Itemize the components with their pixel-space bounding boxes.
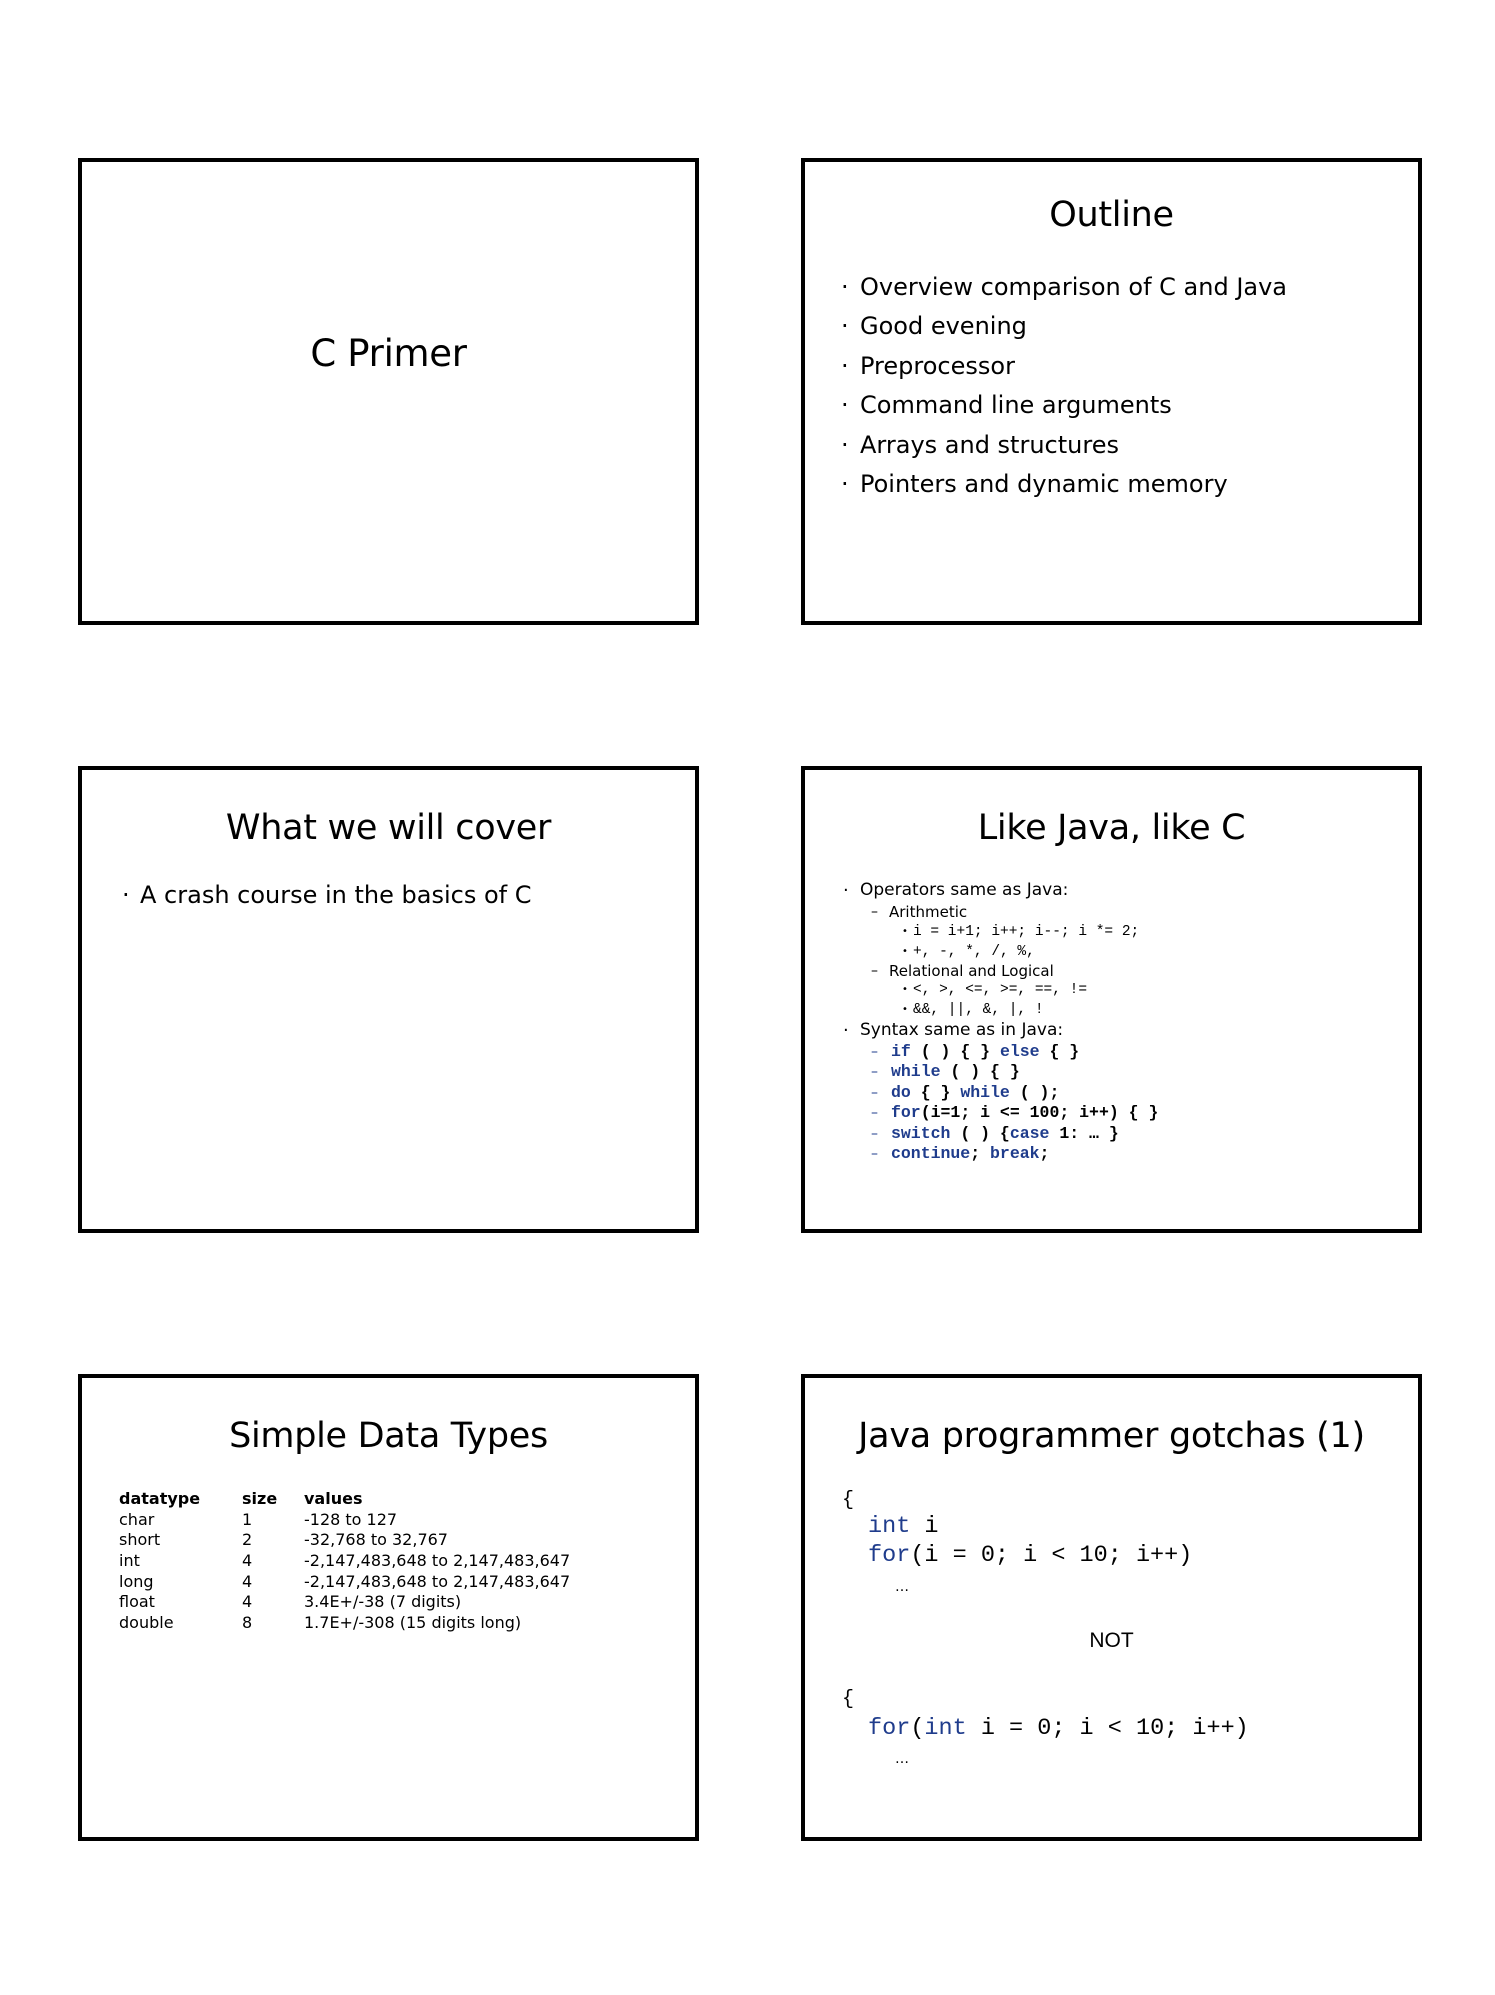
code-text: ; xyxy=(1039,1144,1050,1163)
code-keyword: if xyxy=(891,1042,911,1061)
arithmetic-code-2: +, -, *, /, %, xyxy=(913,944,1035,960)
bullet-icon: · xyxy=(843,1020,849,1041)
cell-values: -2,147,483,648 to 2,147,483,647 xyxy=(304,1571,571,1591)
syntax-line xyxy=(891,1103,1158,1123)
cell-datatype: float xyxy=(119,1592,155,1612)
bullet-icon: · xyxy=(841,431,849,459)
table-row xyxy=(119,1551,570,1572)
outline-item xyxy=(841,273,849,301)
code-keyword: continue xyxy=(891,1144,971,1163)
code-text: ( xyxy=(910,1715,925,1742)
slide-5-simple-data-types xyxy=(78,1374,699,1841)
keyword-int: int xyxy=(924,1715,967,1742)
code-text: ( ); xyxy=(1009,1083,1060,1102)
dash-icon: – xyxy=(871,1146,878,1162)
slide-title: What we will cover xyxy=(225,808,552,848)
code-text: (i = 0; i < 10; i++) xyxy=(910,1542,1193,1569)
bullet-icon: · xyxy=(841,312,849,340)
syntax-heading: Syntax same as in Java: xyxy=(860,1020,1064,1040)
relational-label: Relational and Logical xyxy=(889,962,1054,980)
slide-1-c-primer xyxy=(78,158,699,625)
slide-6-java-programmer-gotchas xyxy=(801,1374,1422,1841)
code-text: ; xyxy=(970,1144,991,1163)
data-types-table xyxy=(119,1489,570,1633)
cell-values: -32,768 to 32,767 xyxy=(304,1530,448,1550)
code-text: (i=1; i <= 100; i++) { } xyxy=(920,1103,1159,1122)
code-ellipsis: … xyxy=(895,1579,909,1595)
syntax-line xyxy=(891,1062,1020,1082)
bullet-icon: · xyxy=(843,880,849,901)
dash-icon: – xyxy=(871,1085,878,1101)
arithmetic-code-1: i = i+1; i++; i--; i *= 2; xyxy=(913,924,1140,940)
not-label: NOT xyxy=(1089,1629,1134,1652)
slide-title: Outline xyxy=(1049,195,1174,235)
cell-datatype: long xyxy=(119,1571,154,1591)
outline-item-text: Overview comparison of C and Java xyxy=(860,273,1288,301)
cell-size: 4 xyxy=(242,1551,253,1571)
dash-icon: – xyxy=(871,1126,878,1142)
column-header-size: size xyxy=(242,1489,278,1509)
code-text: i = 0; i < 10; i++) xyxy=(966,1715,1249,1742)
slide-2-outline xyxy=(801,158,1422,625)
code-keyword: break xyxy=(990,1144,1040,1163)
outline-item-text: Pointers and dynamic memory xyxy=(860,470,1228,498)
outline-item xyxy=(841,391,849,419)
code-keyword: else xyxy=(999,1042,1040,1061)
cell-values: 1.7E+/-308 (15 digits long) xyxy=(304,1612,522,1632)
small-bullet-icon: • xyxy=(902,926,908,937)
keyword-for: for xyxy=(868,1715,911,1742)
cell-size: 4 xyxy=(242,1592,253,1612)
cell-datatype: short xyxy=(119,1530,161,1550)
keyword-int: int xyxy=(868,1513,911,1540)
outline-item xyxy=(841,470,849,498)
cell-values: -128 to 127 xyxy=(304,1509,398,1529)
cell-datatype: char xyxy=(119,1509,155,1529)
code-keyword: while xyxy=(891,1062,941,1081)
slide-3-what-we-will-cover xyxy=(78,766,699,1233)
dash-icon: – xyxy=(871,904,878,920)
outline-item xyxy=(841,431,849,459)
small-bullet-icon: • xyxy=(902,984,908,995)
cell-size: 2 xyxy=(242,1530,253,1550)
dash-icon: – xyxy=(871,963,878,979)
code-open-brace: { xyxy=(842,1489,855,1512)
cell-values: -2,147,483,648 to 2,147,483,647 xyxy=(304,1551,571,1571)
code-keyword: case xyxy=(1009,1124,1050,1143)
syntax-line xyxy=(891,1144,1049,1164)
outline-item-text: Preprocessor xyxy=(860,352,1015,380)
cell-size: 1 xyxy=(242,1509,253,1529)
table-row xyxy=(119,1592,570,1613)
outline-item xyxy=(841,312,849,340)
operators-heading: Operators same as Java: xyxy=(860,880,1069,900)
code-text: ( ) { } xyxy=(940,1062,1020,1081)
small-bullet-icon: • xyxy=(902,946,908,957)
code-keyword: while xyxy=(960,1083,1010,1102)
cell-size: 4 xyxy=(242,1571,253,1591)
bullet-icon: · xyxy=(122,881,130,909)
keyword-for: for xyxy=(868,1542,911,1569)
cover-item-text: A crash course in the basics of C xyxy=(140,881,532,909)
bullet-icon: · xyxy=(841,273,849,301)
column-header-values: values xyxy=(304,1489,363,1509)
code-keyword: switch xyxy=(891,1124,951,1143)
slide-title: Like Java, like C xyxy=(977,808,1246,848)
code-text: i xyxy=(910,1513,939,1540)
code-text: ( ) { xyxy=(950,1124,1010,1143)
code-line-for-2 xyxy=(868,1715,1249,1743)
relational-code-1: <, >, <=, >=, ==, != xyxy=(913,982,1088,998)
table-header-row xyxy=(119,1489,570,1510)
code-open-brace: { xyxy=(842,1688,855,1711)
cell-size: 8 xyxy=(242,1612,253,1632)
outline-item-text: Command line arguments xyxy=(860,391,1172,419)
code-line-for-1 xyxy=(868,1542,1192,1570)
dash-icon: – xyxy=(871,1044,878,1060)
cell-datatype: double xyxy=(119,1612,174,1632)
cell-values: 3.4E+/-38 (7 digits) xyxy=(304,1592,462,1612)
slide-title: Java programmer gotchas (1) xyxy=(858,1416,1365,1456)
table-row xyxy=(119,1613,570,1634)
outline-item-text: Arrays and structures xyxy=(860,431,1119,459)
small-bullet-icon: • xyxy=(902,1004,908,1015)
code-text: { } xyxy=(910,1083,961,1102)
table-row xyxy=(119,1510,570,1531)
slide-4-like-java-like-c xyxy=(801,766,1422,1233)
dash-icon: – xyxy=(871,1064,878,1080)
bullet-icon: · xyxy=(841,470,849,498)
relational-code-2: &&, ||, &, |, ! xyxy=(913,1002,1044,1018)
syntax-line xyxy=(891,1042,1079,1062)
table-row xyxy=(119,1571,570,1592)
syntax-line xyxy=(891,1124,1119,1144)
table-row xyxy=(119,1530,570,1551)
dash-icon: – xyxy=(871,1105,878,1121)
bullet-icon: · xyxy=(841,391,849,419)
code-text: ( ) { } xyxy=(910,1042,1000,1061)
code-keyword: for xyxy=(891,1103,921,1122)
arithmetic-label: Arithmetic xyxy=(889,903,968,921)
code-keyword: do xyxy=(891,1083,911,1102)
code-text: 1: … } xyxy=(1049,1124,1119,1143)
column-header-datatype: datatype xyxy=(119,1489,201,1509)
bullet-icon: · xyxy=(841,352,849,380)
code-ellipsis: … xyxy=(895,1751,909,1767)
outline-item xyxy=(841,352,849,380)
slide-title: C Primer xyxy=(310,332,467,375)
outline-item-text: Good evening xyxy=(860,312,1027,340)
code-text: { } xyxy=(1039,1042,1080,1061)
slide-title: Simple Data Types xyxy=(229,1416,548,1456)
cell-datatype: int xyxy=(119,1551,140,1571)
code-line-int-i xyxy=(868,1513,939,1541)
syntax-line xyxy=(891,1083,1059,1103)
